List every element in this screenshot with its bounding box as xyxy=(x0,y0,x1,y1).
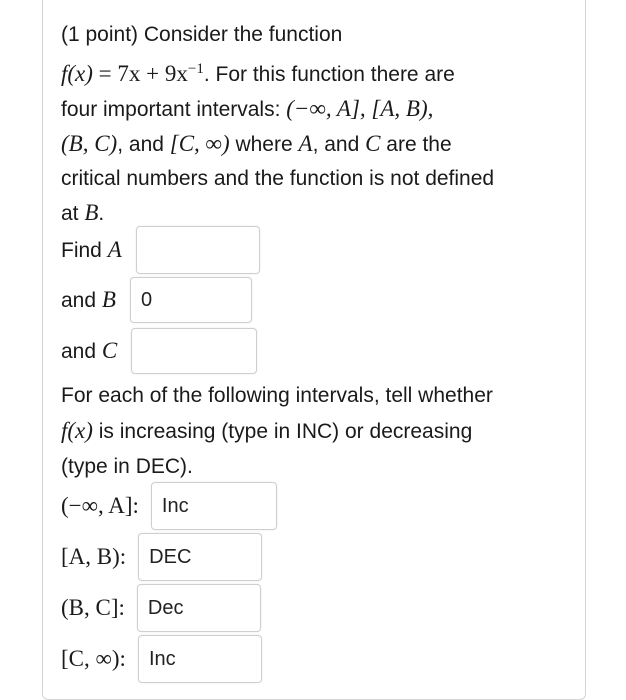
answer-a-input[interactable] xyxy=(136,226,260,274)
interval-answer-3-input[interactable] xyxy=(137,584,261,632)
interval-answer-4-input[interactable] xyxy=(138,635,262,683)
and-text-2: , and xyxy=(312,133,366,156)
function-lhs: f(x) xyxy=(61,61,93,86)
interval-label-4: [C, ∞): xyxy=(61,646,126,671)
definition-line xyxy=(61,162,571,196)
and-b-var: B xyxy=(101,287,116,312)
interval-row-4 xyxy=(61,635,262,683)
critical-line xyxy=(61,127,571,162)
problem-card xyxy=(42,0,586,700)
function-trailing-text: . For this function there are xyxy=(203,63,455,86)
instructions-line-2 xyxy=(61,413,571,449)
var-b: B xyxy=(84,200,99,225)
answer-b-input[interactable] xyxy=(130,277,252,323)
find-a-row xyxy=(61,226,260,274)
where-text: where xyxy=(229,133,299,156)
intervals-line xyxy=(61,92,571,127)
interval-answer-2-input[interactable] xyxy=(138,533,262,581)
function-rhs: = 7x + 9x xyxy=(92,61,188,86)
and-text: , and xyxy=(117,133,170,156)
definition-text: critical numbers and the function is not defined xyxy=(61,167,495,190)
are-the-text: are the xyxy=(380,133,452,156)
interval-row-1 xyxy=(61,482,277,530)
var-c: C xyxy=(365,131,381,156)
and-b-row xyxy=(61,277,252,323)
intro-line xyxy=(61,18,571,52)
fx-math: f(x) xyxy=(61,418,93,443)
function-exponent: −1 xyxy=(187,61,204,77)
period: . xyxy=(98,202,105,225)
answer-c-input[interactable] xyxy=(131,328,257,374)
instructions-line-1: For each of the following intervals, tell whether xyxy=(61,384,493,407)
and-b-label xyxy=(61,287,116,313)
intervals-math: (−∞, A], [A, B), xyxy=(286,96,434,121)
interval-label-1: (−∞, A]: xyxy=(61,493,139,518)
var-a: A xyxy=(298,131,313,156)
instructions-line-2-text: is increasing (type in INC) or decreasing xyxy=(92,420,473,443)
interval-row-2 xyxy=(61,533,262,581)
intervals-text: four important intervals: xyxy=(61,98,287,121)
function-line xyxy=(61,52,571,92)
intervals-instructions xyxy=(61,378,571,484)
and-label-text-c: and xyxy=(61,340,102,363)
problem-statement xyxy=(61,18,571,231)
interval-answer-1-input[interactable] xyxy=(151,482,277,530)
interval-label-3: (B, C]: xyxy=(61,595,125,620)
find-label-text: Find xyxy=(61,239,108,262)
find-a-label xyxy=(61,237,122,263)
intro-text: (1 point) Consider the function xyxy=(61,23,343,46)
and-c-row xyxy=(61,328,257,374)
and-label-text: and xyxy=(61,289,102,312)
and-c-var: C xyxy=(101,338,118,363)
interval-bc-math: (B, C) xyxy=(61,131,118,156)
interval-label-2: [A, B): xyxy=(61,544,127,569)
instructions-line-3: (type in DEC). xyxy=(61,455,193,478)
and-c-label xyxy=(61,338,117,364)
find-a-var: A xyxy=(107,237,122,262)
at-text: at xyxy=(61,202,85,225)
interval-row-3 xyxy=(61,584,261,632)
interval-cinf-math: [C, ∞) xyxy=(169,131,230,156)
